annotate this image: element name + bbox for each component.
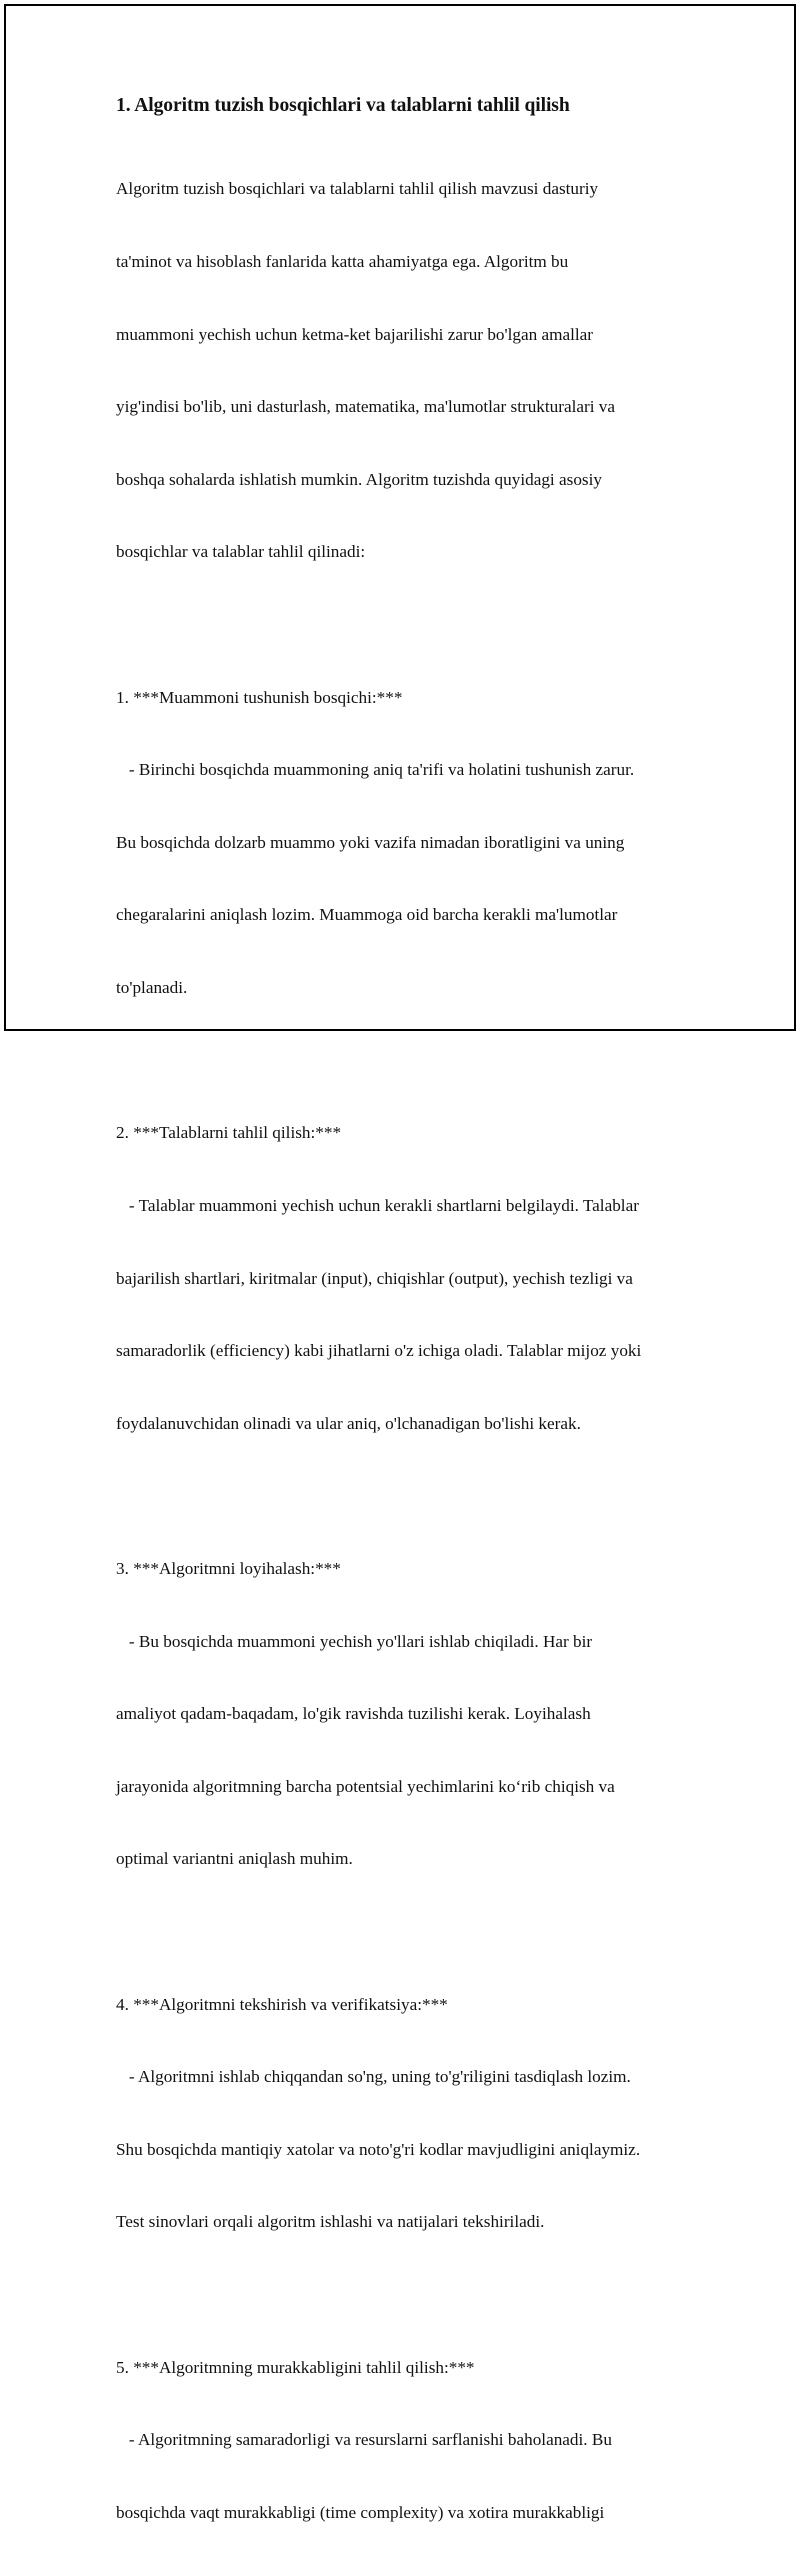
spacer [116,613,691,637]
section-line: bajarilish shartlari, kiritmalar (input), chiqishlar (output), yechish tezligi va [116,1268,633,1288]
section-line: - Algoritmning samaradorligi va resurslarni sarflanishi baholanadi. Bu [116,2430,612,2450]
intro-line: bosqichlar va talablar tahlil qilinadi: [116,542,366,562]
document-title: 1. Algoritm tuzish bosqichlari va talablarni tahlil qilish [116,95,570,116]
section-line: foydalanuvchidan olinadi va ular aniq, o'lchanadigan bo'lishi kerak. [116,1413,581,1433]
section-line: bosqichda vaqt murakkabligi (time complexity) va xotira murakkabligi [116,2502,605,2522]
intro-line: muammoni yechish uchun ketma-ket bajarilishi zarur bo'lgan amallar [116,324,594,344]
spacer [116,1920,691,1944]
section-line: samaradorlik (efficiency) kabi jihatlarni o'z ichiga oladi. Talablar mijoz yoki [116,1341,642,1361]
section-heading: 3. ***Algoritmni loyihalash:*** [116,1558,341,1578]
section-line: to'planadi. [116,978,188,998]
intro-line: ta'minot va hisoblash fanlarida katta ahamiyatga ega. Algoritm bu [116,252,569,272]
document-body [116,92,691,2573]
section-line: - Bu bosqichda muammoni yechish yo'llari ishlab chiqiladi. Har bir [116,1631,593,1651]
intro-line: yig'indisi bo'lib, uni dasturlash, matematika, ma'lumotlar strukturalari va [116,397,616,417]
section-3 [116,1509,691,1920]
intro-line: Algoritm tuzish bosqichlari va talablarni tahlil qilish mavzusi dasturiy [116,179,599,199]
section-heading: 2. ***Talablarni tahlil qilish:*** [116,1123,342,1143]
section-line: jarayonida algoritmning barcha potentsial yechimlarini ko‘rib chiqish va [116,1776,615,1796]
section-heading: 5. ***Algoritmning murakkabligini tahlil qilish:*** [116,2357,475,2377]
section-1 [116,637,691,1048]
section-line: optimal variantni aniqlash muhim. [116,1849,353,1869]
section-5 [116,2307,691,2573]
section-line: - Birinchi bosqichda muammoning aniq ta'rifi va holatini tushunish zarur. [116,760,635,780]
section-line: - Talablar muammoni yechish uchun kerakli shartlarni belgilaydi. Talablar [116,1195,639,1215]
section-heading: 4. ***Algoritmni tekshirish va verifikatsiya:*** [116,1994,448,2014]
section-line: chegaralarini aniqlash lozim. Muammoga oid barcha kerakli ma'lumotlar [116,905,618,925]
section-line: - Algoritmni ishlab chiqqandan so'ng, uning to'g'riligini tasdiqlash lozim. [116,2067,631,2087]
spacer [116,1049,691,1073]
spacer [116,1484,691,1508]
section-heading: 1. ***Muammoni tushunish bosqichi:*** [116,687,403,707]
section-4 [116,1944,691,2283]
section-2 [116,1073,691,1484]
section-line: Bu bosqichda dolzarb muammo yoki vazifa nimadan iboratligini va uning [116,832,625,852]
intro-paragraph [116,129,691,613]
spacer [116,2283,691,2307]
section-line: amaliyot qadam-baqadam, lo'gik ravishda tuzilishi kerak. Loyihalash [116,1704,591,1724]
section-line: Shu bosqichda mantiqiy xatolar va noto'g'ri kodlar mavjudligini aniqlaymiz. [116,2139,641,2159]
section-line: Test sinovlari orqali algoritm ishlashi va natijalari tekshiriladi. [116,2212,545,2232]
intro-line: boshqa sohalarda ishlatish mumkin. Algoritm tuzishda quyidagi asosiy [116,469,602,489]
